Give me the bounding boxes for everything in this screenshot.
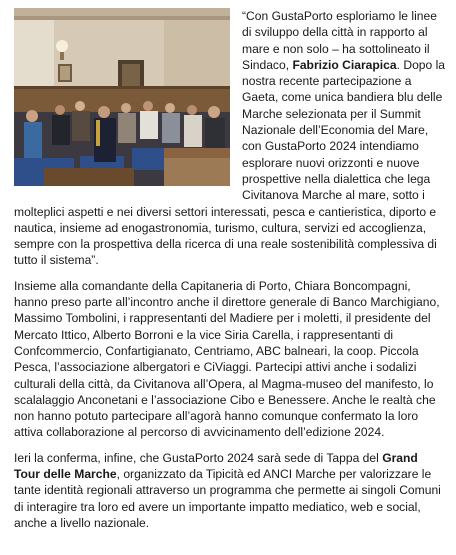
- paragraph-grand-tour: [14, 450, 446, 531]
- paragraph-participants: Insieme alla comandante della Capitaneria di Porto, Chiara Boncompagni, hanno preso parte all’incontro anche il direttore generale di Banco Marchigiano, Massimo Tombolini, i rappresentanti del Madiere per i moletti, il presidente del Mercato Ittico, Alberto Borroni e la vice Siria Carella, i rappresentanti di Confcommercio, Confartigianato, Centriamo, ABC balneari, la coop. Piccola Pesca, l’associazione albergatori e CiViaggi. Partecipi attivi anche i sodalizi culturali della città, da Civitanova all’Opera, al Magma-museo del manifesto, lo scalalaggio Anconetani e l’associazione Cibo e Benessere. Anche le realtà che non hanno potuto partecipare all’agorà hanno comunque confermato la loro attiva collaborazione al percorso di avvicinamento dell’edizione 2024.: [14, 278, 440, 440]
- meeting-room-image: [14, 8, 230, 186]
- grand-tour-text-start: Ieri la conferma, infine, che GustaPorto 2024 sarà sede di Tappa del: [14, 450, 383, 465]
- quote-text-rest: . Dopo la nostra recente partecipazione a Gaeta, come unica bandiera blu delle Marche selezionata per il Summit Nazionale dell’Economia del Mare, con GustaPorto 2024 intendiamo esplorare nuovi orizzonti e nuove prospettive nella dialettica che lega Civitanova Marche al mare, sotto i molteplici aspetti e nei diversi settori interessati, pesca e cantieristica, diporto e nautica, insieme ad enogastronomia, turismo, cultura, servizi ed accoglienza, sempre con la prospettiva della ricerca di una reale sostenibilità complessiva di tutto il sistema”.: [14, 57, 446, 268]
- grand-tour-text-rest: , organizzato da Tipicità ed ANCI Marche per valorizzare le tante identità regionali attraverso un programma che permette ai singoli Comuni di interagire tra loro ed avere un importante impatto mediatico, web e social, anche a livello nazionale.: [14, 467, 441, 530]
- meeting-photo: [14, 8, 230, 186]
- mayor-name: Fabrizio Ciarapica: [292, 57, 397, 72]
- quote-text-start: “Con GustaPorto esploriamo le linee di sviluppo della città in rapporto al mare e non solo – ha sottolineato il Sindaco,: [242, 9, 437, 72]
- grand-tour-name: Grand Tour delle Marche: [14, 450, 418, 482]
- article-body: [14, 8, 446, 540]
